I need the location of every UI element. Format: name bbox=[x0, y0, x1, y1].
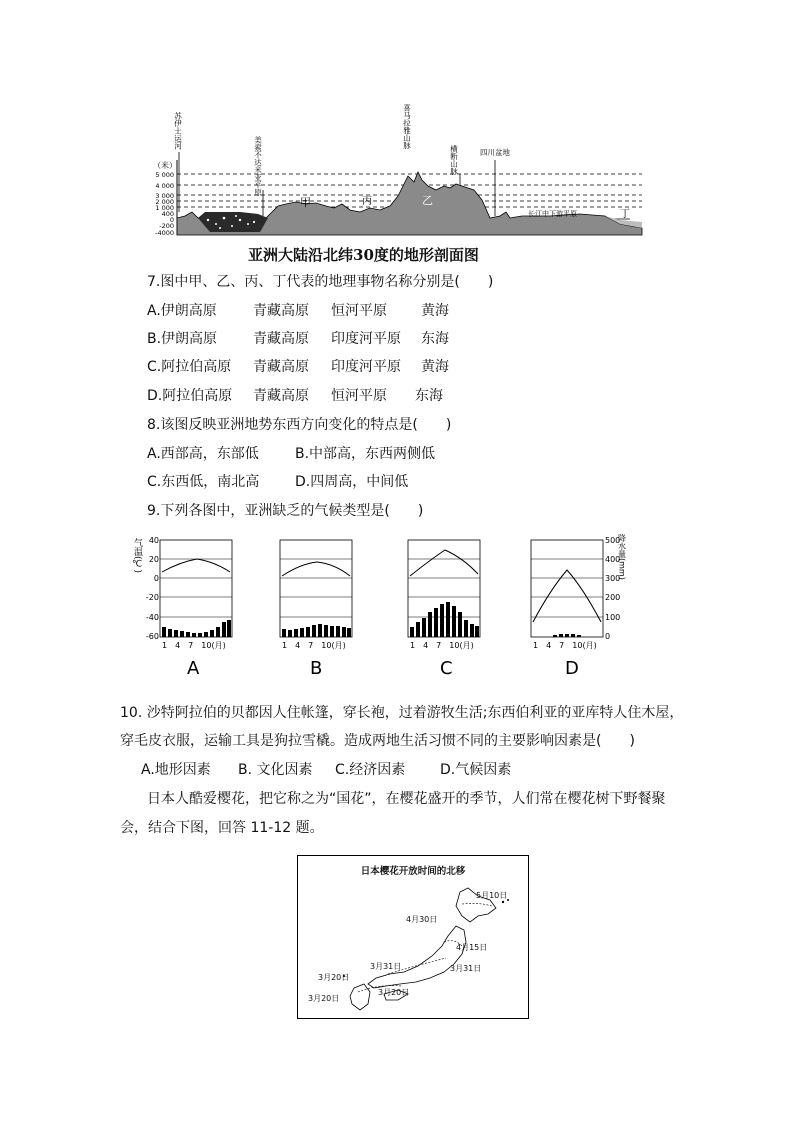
q8-option-a[interactable]: A.西部高，东部低 bbox=[147, 446, 259, 462]
q8-option-b[interactable]: B.中部高，东西两侧低 bbox=[295, 446, 436, 462]
ytick: 1 000 bbox=[155, 204, 174, 212]
climate-panel-c[interactable] bbox=[408, 540, 480, 679]
temp-tick: -60 bbox=[145, 632, 159, 641]
marker-ding: 丁 bbox=[620, 209, 630, 220]
precip-axis-label: 降水量(mm) bbox=[617, 534, 627, 580]
marker-yi: 乙 bbox=[422, 194, 433, 207]
temp-axis-label: 气温(℃) bbox=[132, 538, 142, 574]
label-changjiang: 长江中下游平原 bbox=[528, 210, 577, 218]
date-label: 3月31日 bbox=[370, 962, 402, 971]
precip-tick: 200 bbox=[605, 593, 621, 602]
climate-panel-a[interactable] bbox=[160, 540, 232, 679]
label-hengduan: 横断山脉 bbox=[449, 145, 459, 175]
q10-stem-line2: 穿毛皮衣服，运输工具是狗拉雪橇。造成两地生活习惯不同的主要影响因素是( ) bbox=[120, 733, 635, 749]
climate-panel-d[interactable] bbox=[531, 540, 603, 679]
map-title: 日本樱花开放时间的北移 bbox=[360, 866, 466, 877]
q7-stem: 7.图中甲、乙、丙、丁代表的地理事物名称分别是( ) bbox=[147, 274, 494, 290]
q10-option-c[interactable]: C.经济因素 bbox=[335, 762, 406, 778]
date-label: 3月20日 bbox=[308, 994, 340, 1003]
label-himalaya: 喜马拉雅山脉 bbox=[402, 104, 412, 149]
date-label: 3月20日 bbox=[378, 988, 410, 997]
intro-line1: 日本人酷爱樱花，把它称之为“国花”，在樱花盛开的季节，人们常在樱花树下野餐聚 bbox=[147, 791, 666, 807]
ytick: 400 bbox=[161, 210, 174, 218]
q10-stem-line1: 10. 沙特阿拉伯的贝都因人住帐篷，穿长袍，过着游牧生活;东西伯利亚的亚库特人住木屋， bbox=[120, 705, 684, 721]
ytick: 3 000 bbox=[155, 192, 174, 200]
climate-panel-b[interactable] bbox=[280, 540, 352, 679]
temp-tick: -40 bbox=[145, 613, 159, 622]
profile-caption: 亚洲大陆沿北纬30度的地形剖面图 bbox=[248, 246, 479, 264]
q8-stem: 8.该图反映亚洲地势东西方向变化的特点是( ) bbox=[147, 417, 452, 433]
ytick: 0 bbox=[169, 216, 174, 224]
date-label: 4月15日 bbox=[456, 943, 488, 952]
q9-stem: 9.下列各图中，亚洲缺乏的气候类型是( ) bbox=[147, 503, 424, 519]
precip-tick: 300 bbox=[605, 574, 621, 583]
precip-tick: 400 bbox=[605, 555, 621, 564]
q10-option-a[interactable]: A.地形因素 bbox=[141, 762, 211, 778]
temp-tick: 0 bbox=[153, 574, 159, 583]
label-c: C bbox=[440, 658, 453, 679]
temp-tick: 20 bbox=[148, 555, 159, 564]
honshu-shape bbox=[368, 926, 466, 988]
ytick: 5 000 bbox=[155, 171, 174, 179]
precip-tick: 0 bbox=[605, 632, 611, 641]
month-ticks: 1 4 7 10(月) bbox=[410, 641, 474, 650]
label-suez: 苏伊士运河 bbox=[173, 112, 183, 150]
ytick: 4 000 bbox=[155, 182, 174, 190]
date-label: 3月20日 bbox=[318, 973, 350, 982]
sea-segment bbox=[198, 212, 268, 232]
ytick: 2 000 bbox=[155, 198, 174, 206]
precip-tick: 500 bbox=[605, 536, 621, 545]
month-ticks: 1 4 7 10(月) bbox=[162, 641, 226, 650]
label-sichuan: 四川盆地 bbox=[480, 148, 510, 157]
intro-line2: 会，结合下图，回答 11-12 题。 bbox=[120, 820, 324, 836]
japan-map-figure bbox=[297, 855, 529, 1019]
q10-option-d[interactable]: D.气候因素 bbox=[440, 762, 512, 778]
date-label: 4月30日 bbox=[406, 915, 438, 924]
label-mesopotamia: 美索不达米亚平原 bbox=[253, 136, 263, 196]
date-label: 3月31日 bbox=[450, 964, 482, 973]
label-d: D bbox=[565, 658, 579, 679]
date-label: 5月10日 bbox=[476, 891, 508, 900]
temp-tick: -20 bbox=[145, 593, 159, 602]
precip-tick: 100 bbox=[605, 613, 621, 622]
ytick: -4000 bbox=[155, 229, 174, 237]
q8-option-d[interactable]: D.四周高，中间低 bbox=[295, 474, 409, 490]
month-ticks: 1 4 7 10(月) bbox=[282, 641, 346, 650]
month-ticks: 1 4 7 10(月) bbox=[533, 641, 597, 650]
label-b: B bbox=[310, 658, 323, 679]
label-a: A bbox=[187, 658, 200, 679]
marker-bing: 丙 bbox=[362, 196, 372, 207]
climate-charts-figure bbox=[132, 532, 635, 682]
terrain-profile-figure bbox=[150, 100, 650, 242]
temp-tick: 40 bbox=[148, 536, 159, 545]
profile-unit: （米） bbox=[153, 161, 177, 170]
ytick: -200 bbox=[159, 222, 174, 230]
q8-option-c[interactable]: C.东西低，南北高 bbox=[147, 474, 260, 490]
q10-option-b[interactable]: B. 文化因素 bbox=[238, 762, 313, 778]
marker-jia: 甲 bbox=[300, 196, 311, 209]
